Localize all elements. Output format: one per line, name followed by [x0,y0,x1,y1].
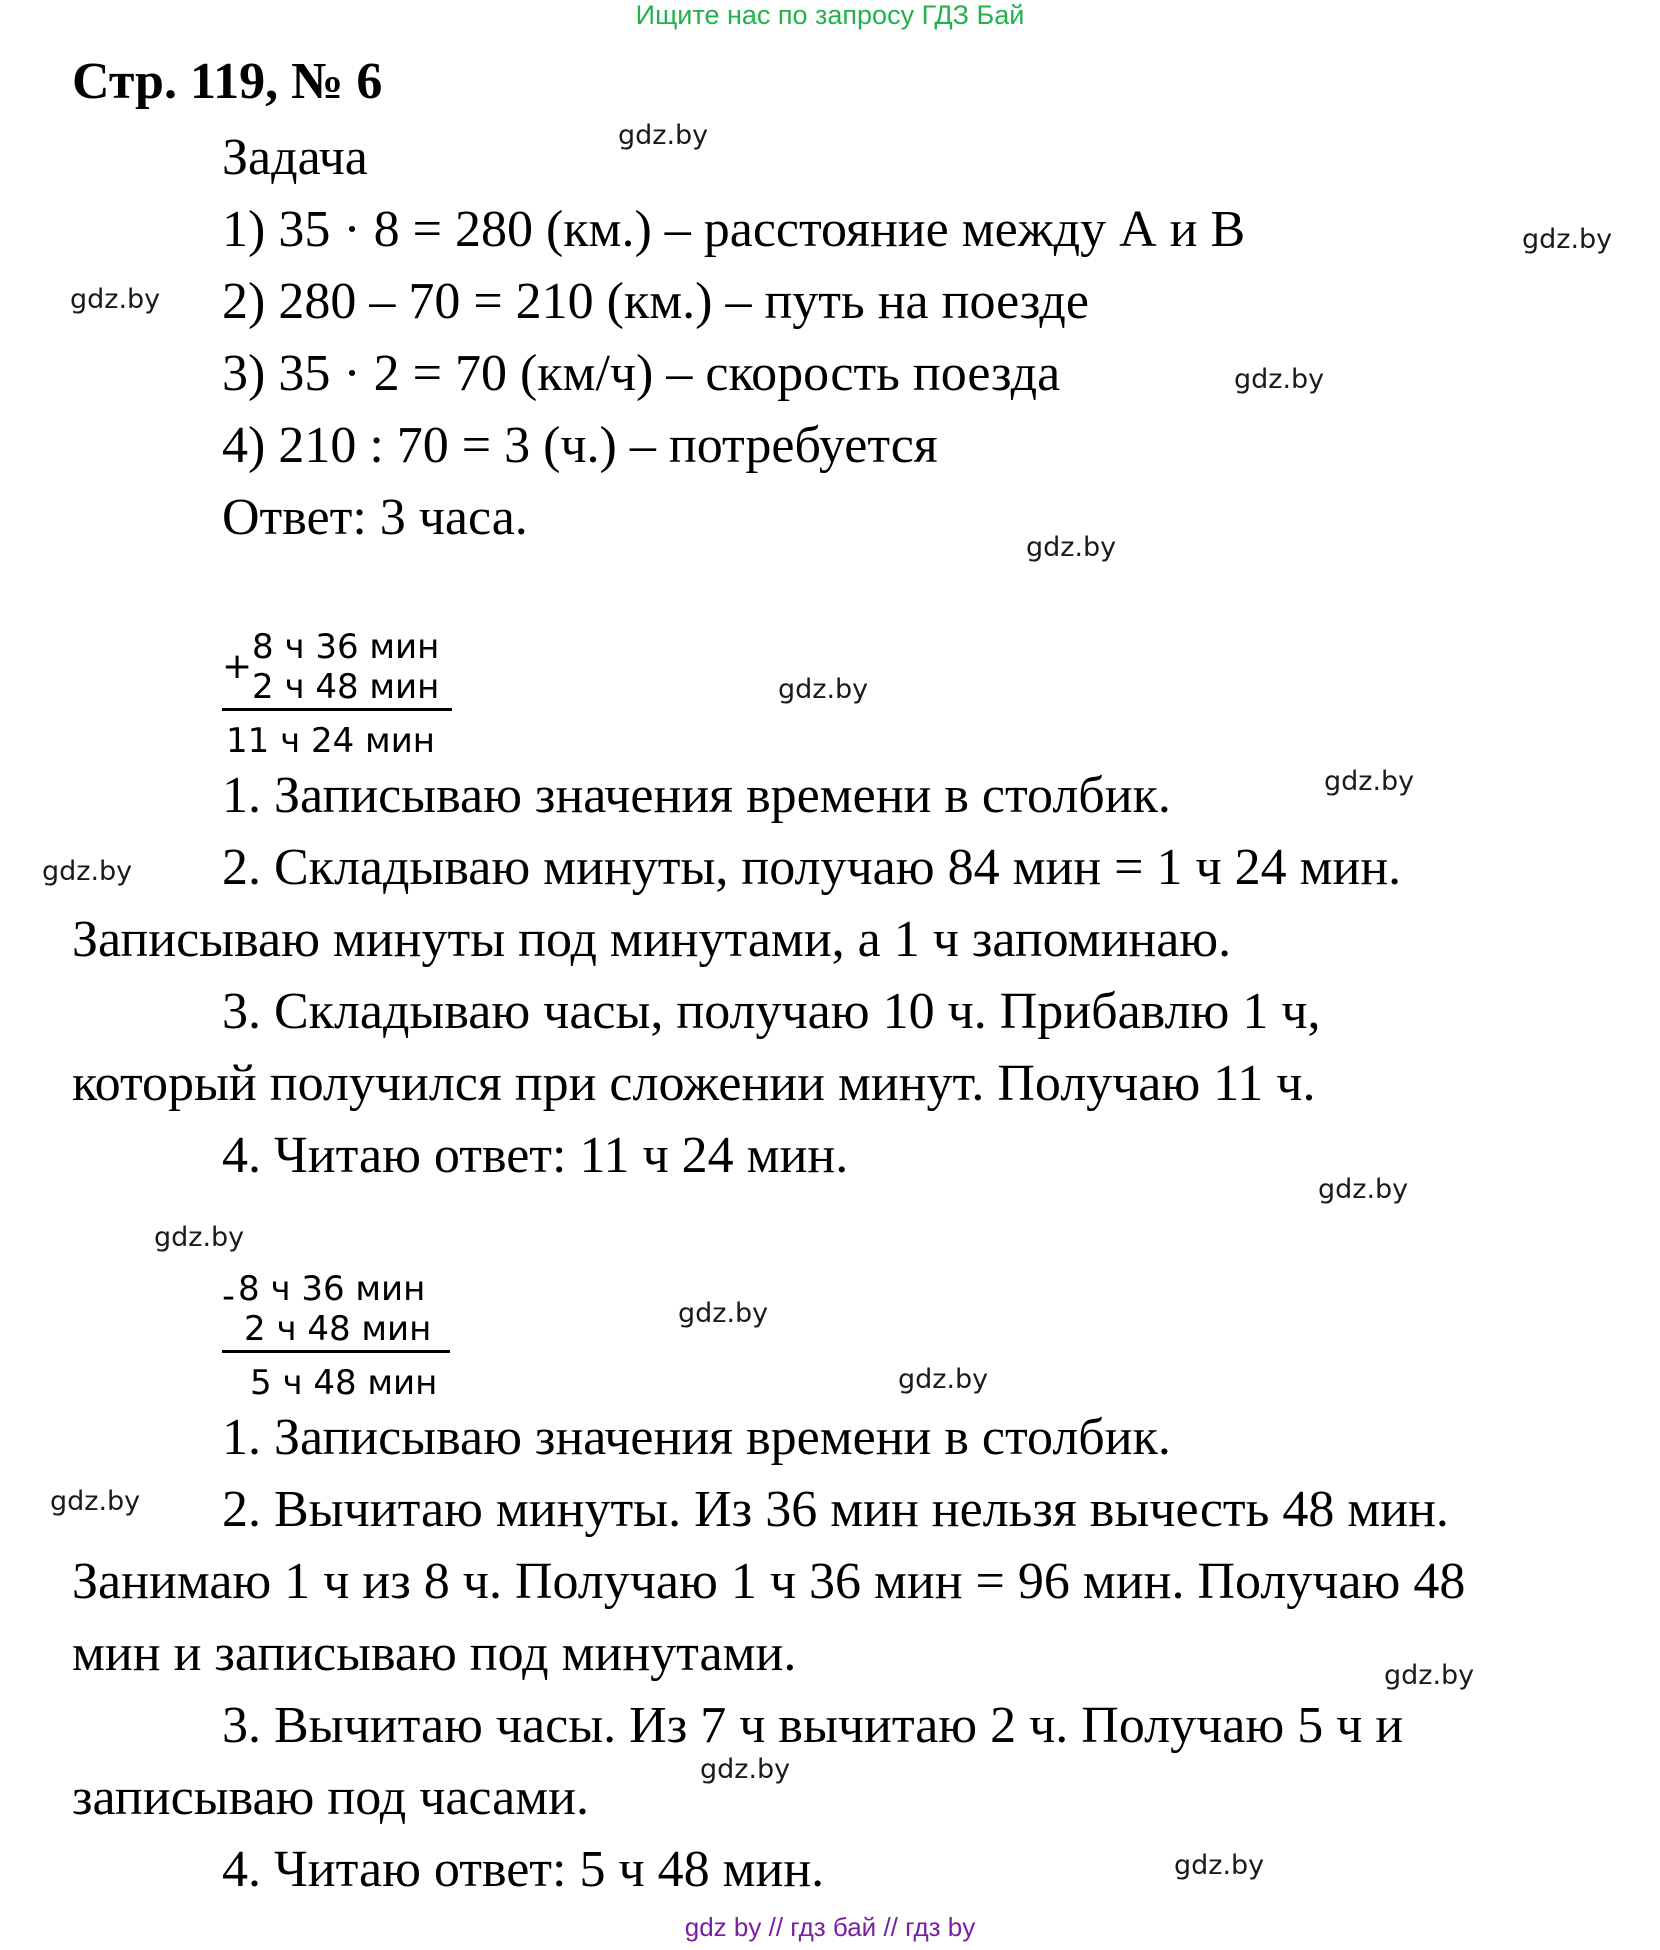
subtraction-rule [222,1350,450,1353]
subtraction-sign: - [222,1276,235,1317]
watermark: gdz.by [1318,1174,1409,1205]
watermark: gdz.by [1324,766,1415,797]
addition-line-5: который получился при сложении минут. Получаю 11 ч. [72,1055,1316,1112]
watermark: gdz.by [1026,532,1117,563]
addition-line-1: 1. Записываю значения времени в столбик. [222,767,1171,824]
watermark: gdz.by [1384,1660,1475,1691]
addition-bottom: 2 ч 48 мин [252,667,440,707]
task-title: Задача [222,129,368,186]
addition-result: 11 ч 24 мин [226,721,436,761]
subtraction-line-7: 4. Читаю ответ: 5 ч 48 мин. [222,1841,825,1898]
subtraction-result: 5 ч 48 мин [250,1363,438,1403]
addition-line-6: 4. Читаю ответ: 11 ч 24 мин. [222,1127,849,1184]
subtraction-bottom: 2 ч 48 мин [244,1309,432,1349]
footer-link-gdz-by-cyr[interactable]: гдз by [905,1912,976,1942]
addition-line-2: 2. Складываю минуты, получаю 84 мин = 1 ч 24 мин. [222,839,1402,896]
task-answer: Ответ: 3 часа. [222,489,528,546]
addition-line-3: Записываю минуты под минутами, а 1 ч запоминаю. [72,911,1232,968]
watermark: gdz.by [778,674,869,705]
watermark: gdz.by [70,284,161,315]
footer-links [0,1912,1660,1943]
watermark: gdz.by [678,1298,769,1329]
page-heading: Стр. 119, № 6 [72,53,383,110]
watermark: gdz.by [1174,1850,1265,1881]
watermark: gdz.by [618,120,709,151]
top-banner[interactable]: Ищите нас по запросу ГДЗ Бай [635,0,1025,30]
watermark: gdz.by [50,1486,141,1517]
addition-rule [222,708,452,711]
addition-line-4: 3. Складываю часы, получаю 10 ч. Прибавлю 1 ч, [222,983,1321,1040]
watermark: gdz.by [154,1222,245,1253]
watermark: gdz.by [700,1754,791,1785]
subtraction-line-5: 3. Вычитаю часы. Из 7 ч вычитаю 2 ч. Получаю 5 ч и [222,1697,1404,1754]
task-step-2: 2) 280 – 70 = 210 (км.) – путь на поезде [222,273,1089,330]
addition-top: 8 ч 36 мин [252,627,440,667]
task-step-1: 1) 35 · 8 = 280 (км.) – расстояние между А и В [222,201,1246,258]
subtraction-line-3: Занимаю 1 ч из 8 ч. Получаю 1 ч 36 мин = 96 мин. Получаю 48 [72,1553,1466,1610]
subtraction-line-1: 1. Записываю значения времени в столбик. [222,1409,1171,1466]
footer-separator: // [768,1912,784,1942]
footer-separator: // [883,1912,898,1942]
subtraction-line-2: 2. Вычитаю минуты. Из 36 мин нельзя вычесть 48 мин. [222,1481,1449,1538]
subtraction-top: 8 ч 36 мин [238,1269,426,1309]
subtraction-line-4: мин и записываю под минутами. [72,1625,797,1682]
addition-sign: + [222,646,253,687]
watermark: gdz.by [1522,224,1613,255]
footer-link-gdz-bai[interactable]: гдз бай [790,1912,877,1942]
task-step-4: 4) 210 : 70 = 3 (ч.) – потребуется [222,417,938,474]
footer-link-gdz-by[interactable]: gdz by [684,1912,762,1942]
watermark: gdz.by [898,1364,989,1395]
subtraction-line-6: записываю под часами. [72,1769,589,1826]
watermark: gdz.by [1234,364,1325,395]
task-step-3: 3) 35 · 2 = 70 (км/ч) – скорость поезда [222,345,1061,402]
watermark: gdz.by [42,856,133,887]
